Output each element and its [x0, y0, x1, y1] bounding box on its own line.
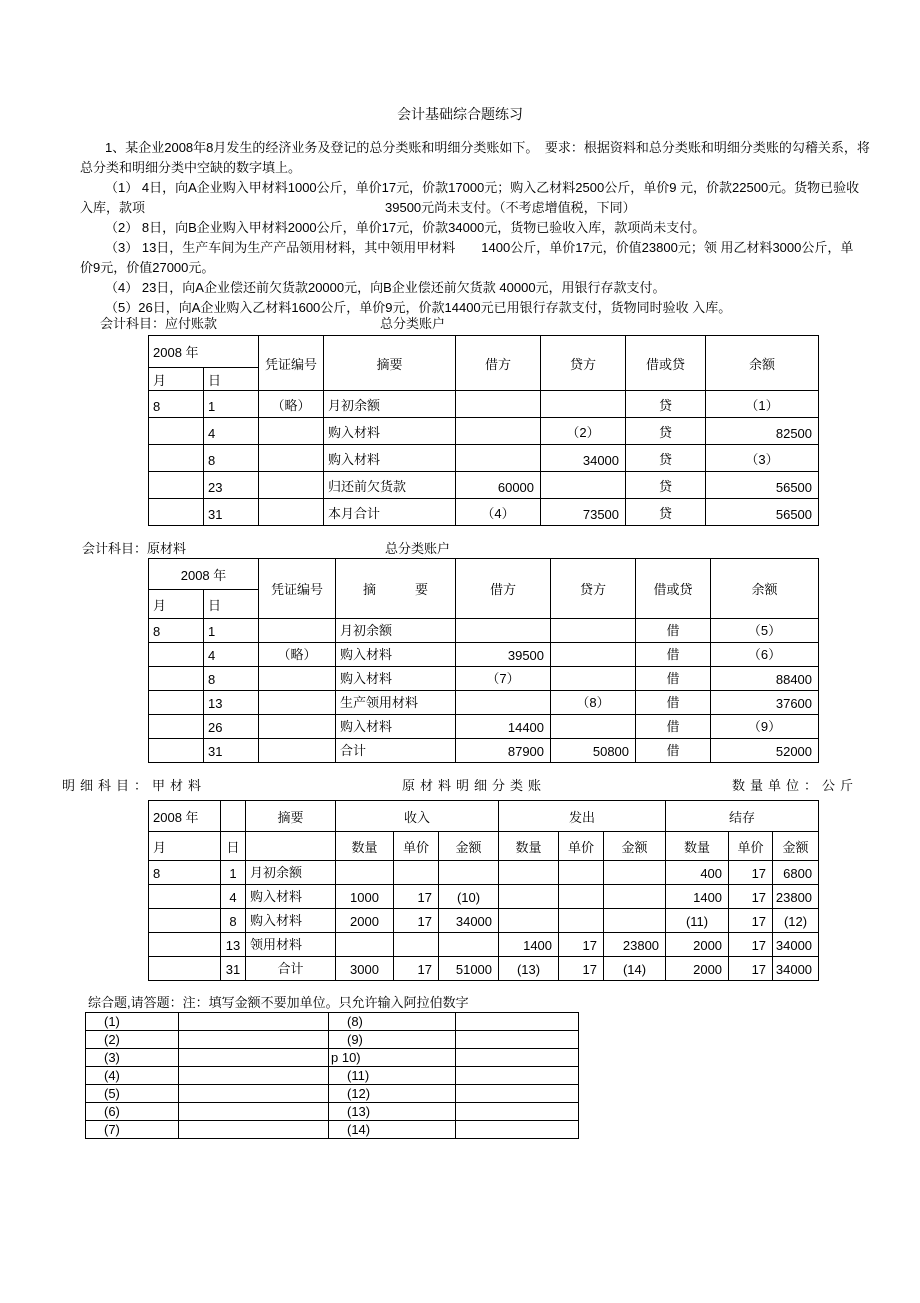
answer-row: [86, 1085, 579, 1103]
detail-in-price-cell: [394, 861, 439, 885]
ledger1-debit-cell: [456, 445, 541, 472]
answer-label: (7): [86, 1121, 179, 1139]
ledger1-month-cell: [149, 499, 204, 526]
answer-input-cell[interactable]: [179, 1013, 329, 1031]
ledger1-credit-cell: [541, 472, 626, 499]
ledger2-voucher-cell: [259, 691, 336, 715]
ledger2-voucher-cell: [259, 619, 336, 643]
detail-summary-header: 摘要: [246, 801, 336, 832]
detail-bal-qty-cell: 400: [666, 861, 729, 885]
detail-out-price-header: 单价: [559, 832, 604, 861]
ledger1-debit-cell: [456, 391, 541, 418]
ledger1-credit-cell: 34000: [541, 445, 626, 472]
detail-month-cell: 8: [149, 861, 221, 885]
ledger2-dc-cell: 借: [636, 739, 711, 763]
ledger1-debit-header: 借方: [456, 336, 541, 391]
answer-row: [86, 1049, 579, 1067]
intro-line: （5）26日，向A企业购入乙材料1600公斤，单价9元，价款14400元已用银行存款支付，货物同时验收 入库。: [105, 300, 732, 315]
detail-day-cell: 1: [221, 861, 246, 885]
ledger1-balance-cell: （3）: [706, 445, 819, 472]
ledger1-balance-cell: （1）: [706, 391, 819, 418]
ledger1-credit-cell: （2）: [541, 418, 626, 445]
ledger2-summary-cell: 购入材料: [336, 715, 456, 739]
detail-month-cell: [149, 909, 221, 933]
ledger2-dc-cell: 借: [636, 667, 711, 691]
ledger1-voucher-cell: [259, 445, 324, 472]
detail-out-amount-cell: [604, 861, 666, 885]
detail-in-qty-cell: 3000: [336, 957, 394, 981]
answer-input-cell[interactable]: [456, 1103, 579, 1121]
detail-out-amount-cell: [604, 909, 666, 933]
page-title: 会计基础综合题练习: [397, 106, 523, 122]
detail-row: [149, 861, 819, 885]
ledger2-section-label: [80, 540, 820, 557]
detail-in-qty-cell: [336, 933, 394, 957]
answer-label: p 10): [329, 1049, 456, 1067]
ledger2-balance-cell: （5）: [711, 619, 819, 643]
ledger1-month-header: 月: [149, 368, 204, 391]
detail-row: [149, 885, 819, 909]
intro-line: （4） 23日，向A企业偿还前欠货款20000元，向B企业偿还前欠货款 40000元，用银行存款支付。: [105, 280, 666, 295]
ledger1-balance-header: 余额: [706, 336, 819, 391]
ledger2-summary-cell: 月初余额: [336, 619, 456, 643]
ledger2-dc-cell: 借: [636, 619, 711, 643]
detail-out-price-cell: [559, 909, 604, 933]
ledger2-month-cell: 8: [149, 619, 204, 643]
answer-row: [86, 1121, 579, 1139]
answer-label: (9): [329, 1031, 456, 1049]
ledger2-row: [149, 619, 819, 643]
ledger2-debit-cell: 14400: [456, 715, 551, 739]
ledger1-credit-cell: 73500: [541, 499, 626, 526]
answer-label: (8): [329, 1013, 456, 1031]
ledger1-row: [149, 418, 819, 445]
ledger1-dc-cell: 贷: [626, 499, 706, 526]
detail-out-qty-cell: [499, 909, 559, 933]
detail-in-price-cell: [394, 933, 439, 957]
ledger2-balance-cell: 37600: [711, 691, 819, 715]
ledger2-day-cell: 1: [204, 619, 259, 643]
ledger1-day-cell: 4: [204, 418, 259, 445]
detail-out-amount-cell: [604, 885, 666, 909]
ledger2-row: [149, 667, 819, 691]
detail-bal-group-header: 结存: [666, 801, 819, 832]
ledger2-month-cell: [149, 739, 204, 763]
ledger1-dc-cell: 贷: [626, 445, 706, 472]
detail-bal-qty-cell: 2000: [666, 933, 729, 957]
detail-month-cell: [149, 885, 221, 909]
ledger2-credit-cell: 50800: [551, 739, 636, 763]
ledger1-summary-cell: 归还前欠货款: [324, 472, 456, 499]
ledger2-debit-cell: [456, 619, 551, 643]
answer-label: (11): [329, 1067, 456, 1085]
detail-bal-amount-cell: (12): [773, 909, 819, 933]
intro-line-segment: 39500元尚未支付。（不考虑增值税，下同）: [385, 200, 636, 215]
ledger2-debit-cell: 87900: [456, 739, 551, 763]
ledger1-dc-header: 借或贷: [626, 336, 706, 391]
detail-section-label: [62, 777, 858, 794]
detail-summary-cell: 购入材料: [246, 909, 336, 933]
ledger2-day-cell: 13: [204, 691, 259, 715]
ledger2-voucher-header: 凭证编号: [259, 559, 336, 619]
ledger1-balance-cell: 56500: [706, 472, 819, 499]
detail-in-amount-cell: 34000: [439, 909, 499, 933]
ledger2-day-cell: 31: [204, 739, 259, 763]
detail-in-price-cell: 17: [394, 909, 439, 933]
ledger2-dc-cell: 借: [636, 715, 711, 739]
detail-out-price-cell: 17: [559, 933, 604, 957]
general-ledger-table-raw-materials: [148, 558, 819, 763]
answer-input-cell[interactable]: [456, 1121, 579, 1139]
intro-line-segment: 入库，款项: [80, 200, 146, 215]
detail-summary-cell: 合计: [246, 957, 336, 981]
detail-bal-price-cell: 17: [729, 957, 773, 981]
ledger2-balance-cell: 52000: [711, 739, 819, 763]
detail-month-cell: [149, 957, 221, 981]
detail-day-header-spacer: [221, 801, 246, 832]
answer-input-cell[interactable]: [456, 1085, 579, 1103]
ledger1-day-cell: 23: [204, 472, 259, 499]
intro-line: 价9元，价值27000元。: [80, 260, 215, 275]
ledger1-month-cell: 8: [149, 391, 204, 418]
detail-summary-subheader: [246, 832, 336, 861]
ledger2-row: [149, 691, 819, 715]
ledger2-balance-header: 余额: [711, 559, 819, 619]
ledger2-voucher-cell: [259, 667, 336, 691]
ledger2-rows: [149, 619, 819, 763]
answer-row: [86, 1013, 579, 1031]
ledger2-summary-cell: 生产领用材料: [336, 691, 456, 715]
detail-out-amount-cell: 23800: [604, 933, 666, 957]
detail-in-price-cell: 17: [394, 957, 439, 981]
ledger2-credit-cell: （8）: [551, 691, 636, 715]
detail-in-qty-cell: [336, 861, 394, 885]
answer-label: (2): [86, 1031, 179, 1049]
detail-month-header: 月: [149, 832, 221, 861]
answer-input-cell[interactable]: [456, 1067, 579, 1085]
ledger1-day-cell: 31: [204, 499, 259, 526]
ledger1-year-header: 2008 年: [149, 336, 259, 368]
answer-input-cell[interactable]: [456, 1049, 579, 1067]
ledger1-voucher-cell: [259, 499, 324, 526]
ledger2-year-header: 2008 年: [149, 559, 259, 590]
ledger2-credit-cell: [551, 667, 636, 691]
answer-input-cell[interactable]: [179, 1121, 329, 1139]
ledger1-debit-cell: [456, 418, 541, 445]
detail-bal-amount-cell: 23800: [773, 885, 819, 909]
subsidiary-ledger-table-material-a: [148, 800, 819, 981]
detail-day-header: 日: [221, 832, 246, 861]
ledger2-dc-header: 借或贷: [636, 559, 711, 619]
detail-summary-cell: 购入材料: [246, 885, 336, 909]
ledger2-credit-cell: [551, 619, 636, 643]
detail-out-qty-cell: [499, 885, 559, 909]
answer-note: 综合题,请答题：注：填写金额不要加单位。只允许输入阿拉伯数字: [88, 995, 469, 1010]
ledger1-voucher-cell: [259, 472, 324, 499]
detail-day-cell: 8: [221, 909, 246, 933]
answer-table: [85, 1012, 579, 1139]
ledger1-dc-cell: 贷: [626, 472, 706, 499]
ledger1-summary-cell: 购入材料: [324, 418, 456, 445]
detail-bal-price-cell: 17: [729, 909, 773, 933]
answer-label: (14): [329, 1121, 456, 1139]
detail-in-amount-cell: [439, 933, 499, 957]
answer-label: (5): [86, 1085, 179, 1103]
ledger2-summary-cell: 合计: [336, 739, 456, 763]
ledger2-dc-cell: 借: [636, 643, 711, 667]
intro-line: （1） 4日，向A企业购入甲材料1000公斤，单价17元，价款17000元；购入乙材料2500公斤，单价9 元，价款22500元。货物已验收: [105, 180, 860, 195]
detail-month-cell: [149, 933, 221, 957]
answer-row: [86, 1031, 579, 1049]
detail-day-cell: 4: [221, 885, 246, 909]
ledger2-day-cell: 26: [204, 715, 259, 739]
ledger2-balance-cell: （9）: [711, 715, 819, 739]
ledger2-dc-cell: 借: [636, 691, 711, 715]
intro-line: [80, 198, 870, 218]
ledger1-row: [149, 391, 819, 418]
ledger1-voucher-cell: [259, 418, 324, 445]
ledger1-debit-cell: 60000: [456, 472, 541, 499]
detail-subject-label: 明细科目：甲材料: [62, 778, 207, 793]
detail-in-qty-header: 数量: [336, 832, 394, 861]
ledger1-voucher-header: 凭证编号: [259, 336, 324, 391]
ledger1-account-label: 会计科目：应付账款: [100, 316, 218, 331]
detail-out-amount-header: 金额: [604, 832, 666, 861]
detail-row: [149, 909, 819, 933]
ledger1-month-cell: [149, 418, 204, 445]
detail-summary-cell: 领用材料: [246, 933, 336, 957]
answer-input-cell[interactable]: [456, 1031, 579, 1049]
answer-input-cell[interactable]: [179, 1085, 329, 1103]
ledger2-voucher-cell: （略）: [259, 643, 336, 667]
ledger1-row: [149, 445, 819, 472]
detail-in-amount-cell: (10): [439, 885, 499, 909]
detail-bal-price-cell: 17: [729, 885, 773, 909]
ledger1-row: [149, 472, 819, 499]
ledger2-row: [149, 643, 819, 667]
ledger2-credit-cell: [551, 715, 636, 739]
ledger2-debit-cell: （7）: [456, 667, 551, 691]
detail-bal-amount-cell: 34000: [773, 957, 819, 981]
ledger2-debit-header: 借方: [456, 559, 551, 619]
ledger2-debit-cell: 39500: [456, 643, 551, 667]
ledger2-voucher-cell: [259, 715, 336, 739]
detail-summary-cell: 月初余额: [246, 861, 336, 885]
detail-in-qty-cell: 1000: [336, 885, 394, 909]
detail-year-header: 2008 年: [149, 801, 221, 832]
ledger2-type-label: 总分类账户: [385, 541, 451, 556]
ledger1-credit-header: 贷方: [541, 336, 626, 391]
ledger2-row: [149, 715, 819, 739]
ledger1-summary-cell: 购入材料: [324, 445, 456, 472]
answer-label: (4): [86, 1067, 179, 1085]
ledger1-month-cell: [149, 472, 204, 499]
detail-bal-price-header: 单价: [729, 832, 773, 861]
answer-label: (3): [86, 1049, 179, 1067]
ledger1-debit-cell: （4）: [456, 499, 541, 526]
answer-label: (6): [86, 1103, 179, 1121]
answer-input-cell[interactable]: [179, 1031, 329, 1049]
ledger2-month-cell: [149, 643, 204, 667]
intro-paragraphs: [80, 138, 870, 318]
detail-out-price-cell: 17: [559, 957, 604, 981]
detail-out-group-header: 发出: [499, 801, 666, 832]
ledger2-day-header: 日: [204, 590, 259, 619]
ledger2-balance-cell: 88400: [711, 667, 819, 691]
intro-line: 1、某企业2008年8月发生的经济业务及登记的总分类账和明细分类账如下。 要求：根据资料和总分类账和明细分类账的勾稽关系，将: [105, 140, 870, 155]
detail-bal-qty-cell: (11): [666, 909, 729, 933]
detail-in-amount-header: 金额: [439, 832, 499, 861]
detail-out-price-cell: [559, 861, 604, 885]
ledger2-month-cell: [149, 667, 204, 691]
ledger2-voucher-cell: [259, 739, 336, 763]
ledger2-day-cell: 8: [204, 667, 259, 691]
ledger1-dc-cell: 贷: [626, 391, 706, 418]
detail-bal-price-cell: 17: [729, 933, 773, 957]
detail-bal-amount-cell: 6800: [773, 861, 819, 885]
detail-in-price-header: 单价: [394, 832, 439, 861]
ledger1-dc-cell: 贷: [626, 418, 706, 445]
detail-bal-qty-cell: 1400: [666, 885, 729, 909]
ledger1-day-header: 日: [204, 368, 259, 391]
detail-out-qty-cell: [499, 861, 559, 885]
ledger2-summary-cell: 购入材料: [336, 667, 456, 691]
answer-input-cell[interactable]: [179, 1067, 329, 1085]
ledger1-balance-cell: 82500: [706, 418, 819, 445]
detail-out-qty-cell: (13): [499, 957, 559, 981]
answer-label: (13): [329, 1103, 456, 1121]
detail-out-price-cell: [559, 885, 604, 909]
ledger2-day-cell: 4: [204, 643, 259, 667]
detail-out-qty-header: 数量: [499, 832, 559, 861]
detail-in-price-cell: 17: [394, 885, 439, 909]
ledger1-row: [149, 499, 819, 526]
ledger1-type-label: 总分类账户: [380, 316, 446, 331]
answer-input-cell[interactable]: [179, 1103, 329, 1121]
ledger1-month-cell: [149, 445, 204, 472]
ledger2-month-cell: [149, 691, 204, 715]
ledger2-balance-cell: （6）: [711, 643, 819, 667]
detail-unit-label: 数量单位：公斤: [731, 778, 858, 793]
ledger2-month-cell: [149, 715, 204, 739]
ledger1-credit-cell: [541, 391, 626, 418]
detail-row: [149, 957, 819, 981]
ledger2-debit-cell: [456, 691, 551, 715]
ledger2-summary-header: 摘 要: [336, 559, 456, 619]
detail-rows: [149, 861, 819, 981]
detail-in-group-header: 收入: [336, 801, 499, 832]
ledger1-rows: [149, 391, 819, 526]
general-ledger-table-accounts-payable: [148, 335, 819, 526]
detail-day-cell: 13: [221, 933, 246, 957]
detail-bal-qty-cell: 2000: [666, 957, 729, 981]
detail-in-qty-cell: 2000: [336, 909, 394, 933]
ledger1-section-label: [80, 315, 820, 332]
answer-label: (12): [329, 1085, 456, 1103]
detail-in-amount-cell: [439, 861, 499, 885]
ledger2-row: [149, 739, 819, 763]
answer-label: (1): [86, 1013, 179, 1031]
answer-input-cell[interactable]: [179, 1049, 329, 1067]
detail-out-amount-cell: (14): [604, 957, 666, 981]
detail-row: [149, 933, 819, 957]
ledger1-day-cell: 8: [204, 445, 259, 472]
answer-row: [86, 1067, 579, 1085]
intro-line: （3） 13日，生产车间为生产产品领用材料，其中领用甲材料 1400公斤，单价17元，价值23800元；领 用乙材料3000公斤，单: [105, 240, 854, 255]
ledger2-credit-header: 贷方: [551, 559, 636, 619]
detail-out-qty-cell: 1400: [499, 933, 559, 957]
detail-ledger-title: 原材料明细分类账: [402, 778, 547, 793]
detail-day-cell: 31: [221, 957, 246, 981]
detail-bal-qty-header: 数量: [666, 832, 729, 861]
detail-bal-amount-header: 金额: [773, 832, 819, 861]
ledger1-day-cell: 1: [204, 391, 259, 418]
ledger1-voucher-cell: （略）: [259, 391, 324, 418]
ledger1-summary-header: 摘要: [324, 336, 456, 391]
ledger1-summary-cell: 月初余额: [324, 391, 456, 418]
ledger2-summary-cell: 购入材料: [336, 643, 456, 667]
answer-input-cell[interactable]: [456, 1013, 579, 1031]
answer-row: [86, 1103, 579, 1121]
ledger2-account-label: 会计科目：原材料: [82, 541, 187, 556]
detail-bal-price-cell: 17: [729, 861, 773, 885]
ledger1-balance-cell: 56500: [706, 499, 819, 526]
ledger1-summary-cell: 本月合计: [324, 499, 456, 526]
intro-line: 总分类和明细分类中空缺的数字填上。: [80, 160, 302, 175]
ledger2-credit-cell: [551, 643, 636, 667]
answer-rows: [86, 1013, 579, 1139]
detail-in-amount-cell: 51000: [439, 957, 499, 981]
ledger2-month-header: 月: [149, 590, 204, 619]
intro-line: （2） 8日，向B企业购入甲材料2000公斤，单价17元，价款34000元，货物已验收入库，款项尚未支付。: [105, 220, 706, 235]
detail-bal-amount-cell: 34000: [773, 933, 819, 957]
